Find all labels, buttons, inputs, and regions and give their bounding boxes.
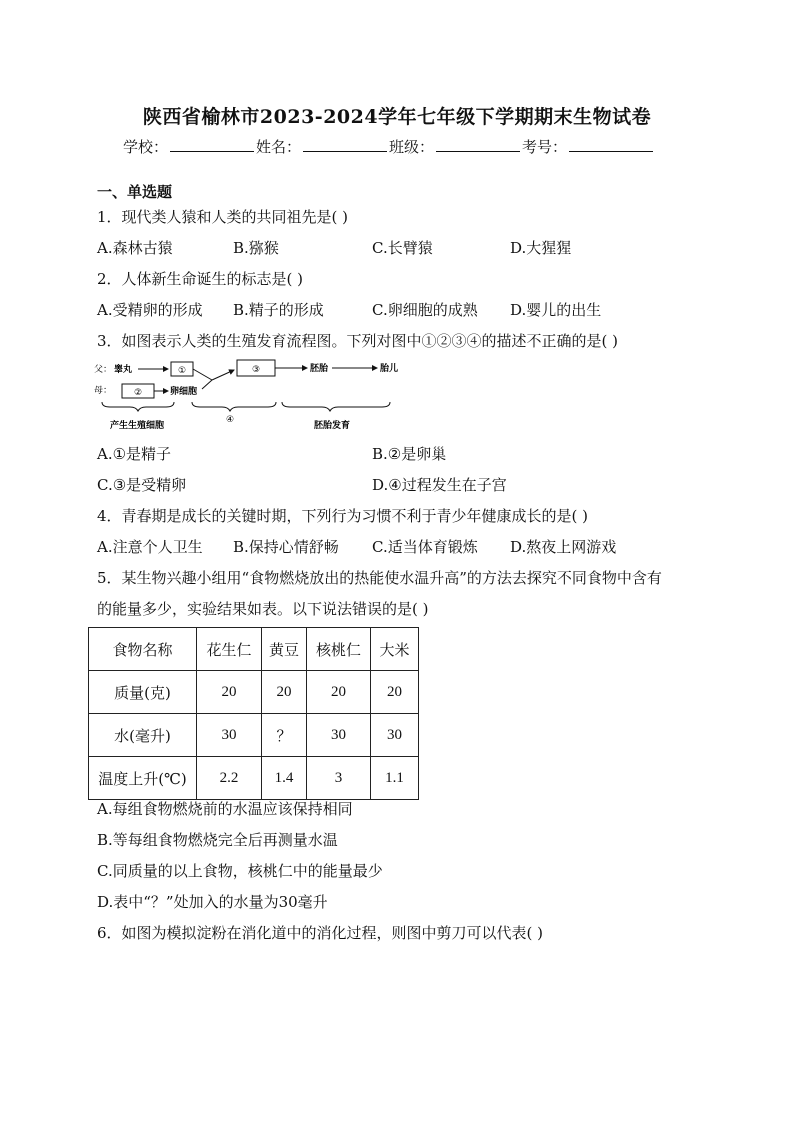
q2-option-b: B.精子的形成	[233, 301, 324, 319]
q1-option-b: B.猕猴	[233, 239, 279, 257]
mother-label: 母：	[94, 386, 113, 396]
q5-option-a: A.每组食物燃烧前的水温应该保持相同	[97, 800, 353, 818]
q4-option-d: D.熬夜上网游戏	[510, 538, 617, 556]
table-cell: 3	[307, 757, 371, 800]
table-cell: 20	[197, 671, 262, 714]
brace-4	[192, 402, 276, 411]
q5-option-b: B.等每组食物燃烧完全后再测量水温	[97, 831, 338, 849]
reproduction-flow-diagram	[92, 356, 412, 434]
id-label: 考号：	[522, 138, 568, 156]
class-blank	[436, 137, 520, 152]
q4-option-b: B.保持心情舒畅	[233, 538, 339, 556]
testis-label: 睾丸	[114, 365, 133, 375]
table-cell: 水(毫升)	[89, 714, 197, 757]
fetus-label: 胎儿	[380, 364, 399, 374]
q2-option-a: A.受精卵的形成	[97, 301, 203, 319]
table-header-cell: 核桃仁	[307, 628, 371, 671]
energy-experiment-table	[88, 627, 419, 800]
q3-option-a: A.①是精子	[97, 445, 172, 463]
circle-4-label: ④	[225, 415, 235, 425]
table-cell: 2.2	[197, 757, 262, 800]
gametes-label: 产生生殖细胞	[110, 421, 165, 431]
name-blank	[303, 137, 387, 152]
class-label: 班级：	[389, 138, 435, 156]
q4-option-c: C.适当体育锻炼	[372, 538, 478, 556]
table-cell: 20	[307, 671, 371, 714]
table-row	[89, 714, 419, 757]
q1-option-c: C.长臂猿	[372, 239, 433, 257]
line-sperm	[193, 369, 212, 380]
q2-option-d: D.婴儿的出生	[510, 301, 602, 319]
school-blank	[170, 137, 254, 152]
table-cell: 20	[262, 671, 307, 714]
q1-option-a: A.森林古猿	[97, 239, 173, 257]
table-header-cell: 花生仁	[197, 628, 262, 671]
q1-option-d: D.大猩猩	[510, 239, 572, 257]
table-row	[89, 757, 419, 800]
question-5-line-2: 的能量多少，实验结果如表。以下说法错误的是( )	[97, 600, 429, 618]
table-cell: 30	[307, 714, 371, 757]
question-4: 4．青春期是成长的关键时期，下列行为习惯不利于青少年健康成长的是( )	[97, 507, 589, 525]
line-egg	[202, 380, 212, 389]
school-label: 学校：	[123, 138, 169, 156]
question-5-line-1: 5．某生物兴趣小组用“食物燃烧放出的热能使水温升高”的方法去探究不同食物中含有	[97, 569, 662, 587]
table-cell: 温度上升(℃)	[89, 757, 197, 800]
table-cell: 1.4	[262, 757, 307, 800]
table-cell: 1.1	[371, 757, 419, 800]
q5-option-d: D.表中“？”处加入的水量为30毫升	[97, 893, 328, 911]
circle-3-label: ③	[251, 365, 261, 375]
arrow-fertilize	[212, 370, 234, 380]
q5-option-c: C.同质量的以上食物，核桃仁中的能量最少	[97, 862, 383, 880]
q3-option-d: D.④过程发生在子宫	[372, 476, 507, 494]
question-3: 3．如图表示人类的生殖发育流程图。下列对图中①②③④的描述不正确的是( )	[97, 332, 619, 350]
table-header-cell: 食物名称	[89, 628, 197, 671]
question-6: 6．如图为模拟淀粉在消化道中的消化过程，则图中剪刀可以代表( )	[97, 924, 544, 942]
table-cell: 20	[371, 671, 419, 714]
table-cell: 30	[197, 714, 262, 757]
table-header-row	[89, 628, 419, 671]
table-cell: 质量(克)	[89, 671, 197, 714]
circle-2-label: ②	[133, 388, 143, 398]
table-cell: ？	[262, 714, 307, 757]
develop-label: 胚胎发育	[314, 421, 351, 431]
q4-option-a: A.注意个人卫生	[97, 538, 203, 556]
question-2: 2．人体新生命诞生的标志是( )	[97, 270, 304, 288]
q2-option-c: C.卵细胞的成熟	[372, 301, 478, 319]
table-header-cell: 大米	[371, 628, 419, 671]
table-cell: 30	[371, 714, 419, 757]
embryo-label: 胚胎	[310, 364, 329, 374]
question-1: 1．现代类人猿和人类的共同祖先是( )	[97, 208, 349, 226]
brace-develop	[282, 402, 390, 411]
section-heading: 一、单选题	[97, 183, 173, 201]
brace-gametes	[102, 402, 174, 411]
egg-label: 卵细胞	[170, 387, 198, 397]
page-title: 陕西省榆林市2023-2024学年七年级下学期期末生物试卷	[142, 106, 652, 128]
id-blank	[569, 137, 653, 152]
q3-option-c: C.③是受精卵	[97, 476, 187, 494]
q3-option-b: B.②是卵巢	[372, 445, 447, 463]
table-row	[89, 671, 419, 714]
circle-1-label: ①	[177, 366, 187, 376]
table-header-cell: 黄豆	[262, 628, 307, 671]
father-label: 父：	[94, 365, 113, 375]
student-info-line	[123, 136, 655, 157]
name-label: 姓名：	[256, 138, 302, 156]
